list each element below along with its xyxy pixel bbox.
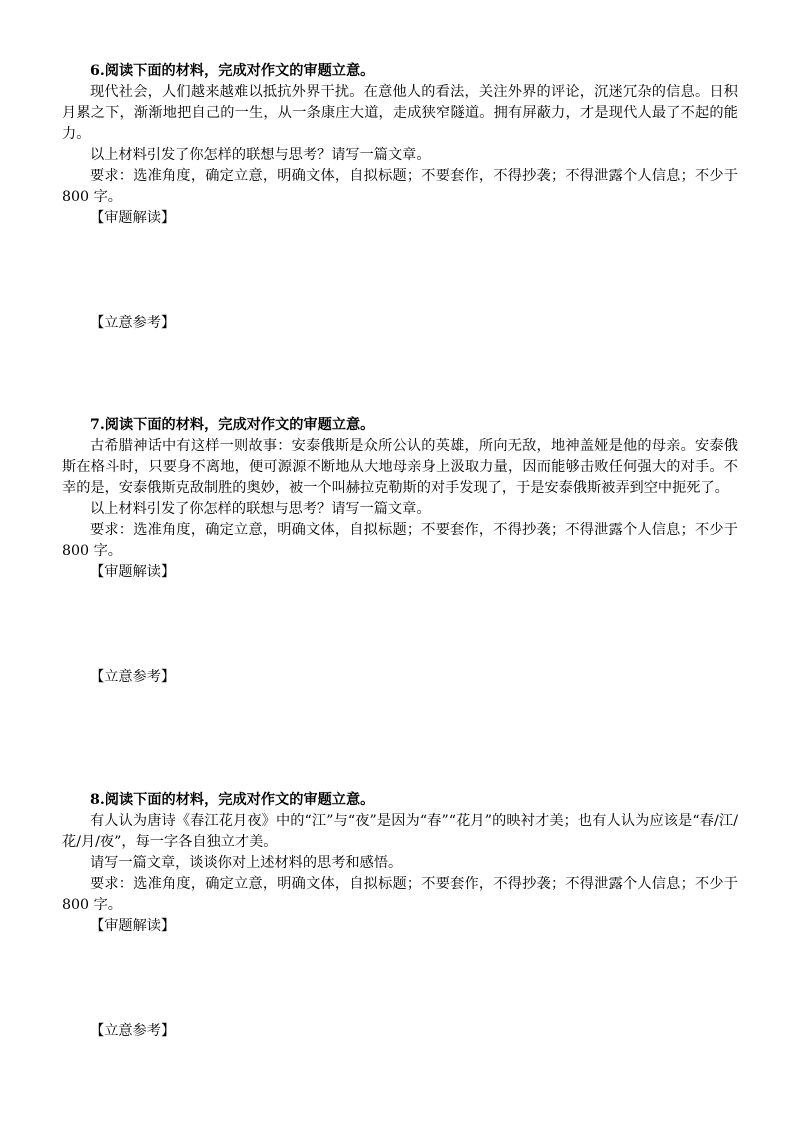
question-title: 8.阅读下面的材料，完成对作文的审题立意。 xyxy=(90,792,375,808)
prompt-paragraph: 请写一篇文章，谈谈你对上述材料的思考和感悟。 xyxy=(90,855,403,871)
prompt-paragraph: 以上材料引发了你怎样的联想与思考？请写一篇文章。 xyxy=(90,147,431,163)
question-title: 7.阅读下面的材料，完成对作文的审题立意。 xyxy=(90,417,375,433)
question-8 xyxy=(62,790,738,1042)
question-6 xyxy=(62,61,738,334)
analysis-label: 【审题解读】 xyxy=(90,210,176,226)
analysis-blank-area xyxy=(62,937,738,1021)
prompt-paragraph: 以上材料引发了你怎样的联想与思考？请写一篇文章。 xyxy=(90,501,431,517)
analysis-label: 【审题解读】 xyxy=(90,564,176,580)
material-paragraph: 现代社会，人们越来越难以抵抗外界干扰。在意他人的看法，关注外界的评论，沉迷冗杂的信息。日积月累之下，渐渐地把自己的一生，从一条康庄大道，走成狭窄隧道。拥有屏蔽力，才是现代人最了不起的能力。 xyxy=(62,84,738,142)
requirement-paragraph: 要求：选准角度，确定立意，明确文体，自拟标题；不要套作，不得抄袭；不得泄露个人信息；不少于 800 字。 xyxy=(62,522,738,559)
material-paragraph: 有人认为唐诗《春江花月夜》中的“江”与“夜”是因为“春”“花月”的映衬才美；也有人认为应该是“春/江/花/月/夜”，每一字各自独立才美。 xyxy=(62,813,738,850)
requirement-paragraph: 要求：选准角度，确定立意，明确文体，自拟标题；不要套作，不得抄袭；不得泄露个人信息；不少于 800 字。 xyxy=(62,876,738,913)
analysis-blank-area xyxy=(62,583,738,667)
reference-label: 【立意参考】 xyxy=(90,669,176,685)
reference-label: 【立意参考】 xyxy=(90,315,176,331)
question-title: 6.阅读下面的材料，完成对作文的审题立意。 xyxy=(90,63,375,79)
question-7 xyxy=(62,415,738,688)
material-paragraph: 古希腊神话中有这样一则故事：安泰俄斯是众所公认的英雄，所向无敌，地神盖娅是他的母亲。安泰俄斯在格斗时，只要身不离地，便可源源不断地从大地母亲身上汲取力量，因而能够击败任何强大的对手。不幸的是，安泰俄斯克敌制胜的奥妙，被一个叫赫拉克勒斯的对手发现了，于是安泰俄斯被弄到空中扼死了。 xyxy=(62,438,738,496)
analysis-label: 【审题解读】 xyxy=(90,918,176,934)
reference-label: 【立意参考】 xyxy=(90,1023,176,1039)
requirement-paragraph: 要求：选准角度，确定立意，明确文体，自拟标题；不要套作，不得抄袭；不得泄露个人信息；不少于 800 字。 xyxy=(62,168,738,205)
analysis-blank-area xyxy=(62,229,738,313)
